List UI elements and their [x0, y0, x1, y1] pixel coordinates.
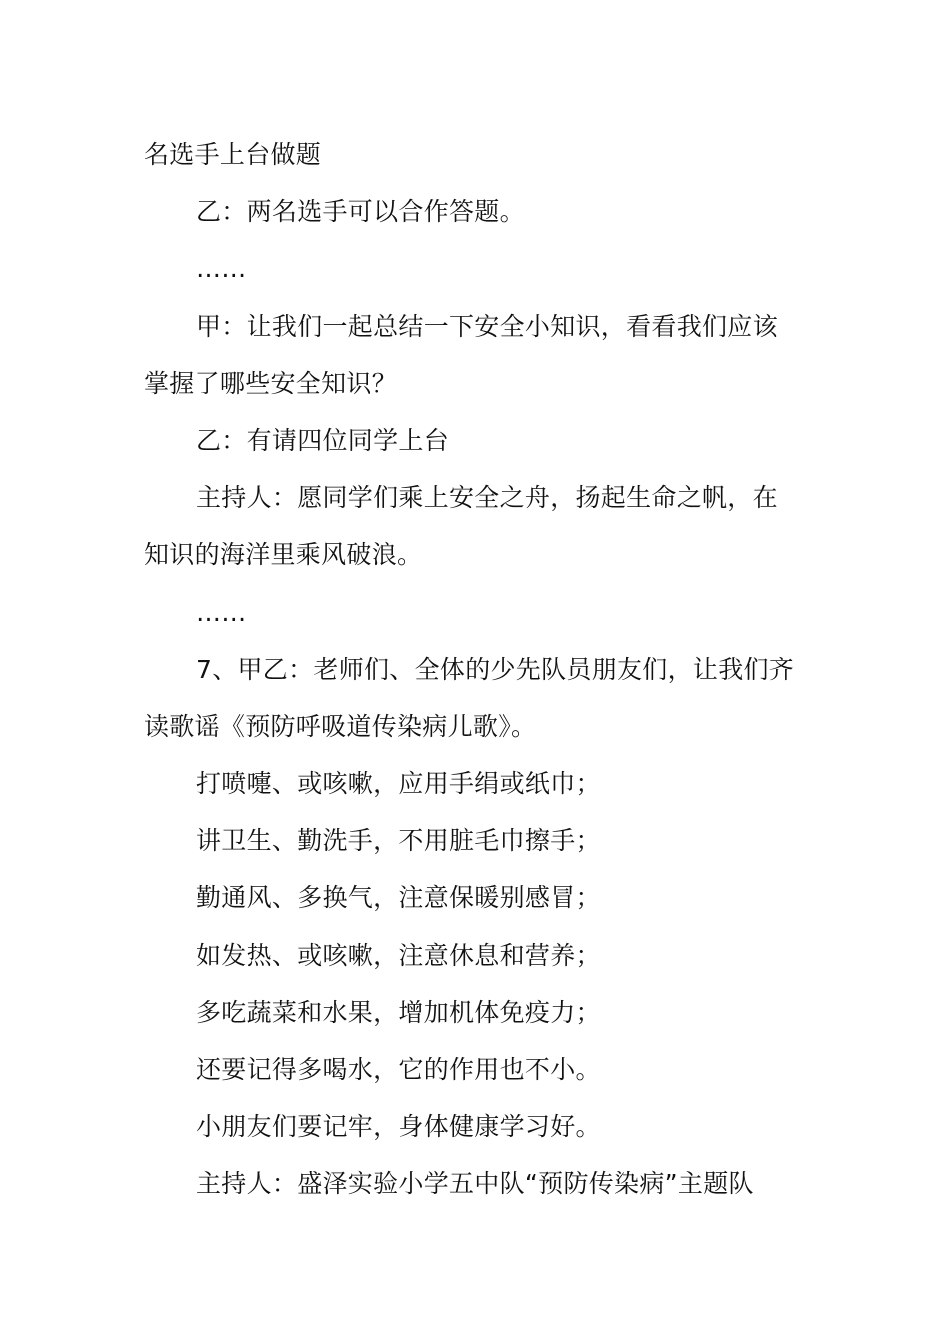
text-line: ……	[196, 254, 247, 284]
text-line: 主持人：盛泽实验小学五中队“预防传染病”主题队	[196, 1169, 754, 1199]
document-body	[144, 126, 810, 1213]
text-line: 掌握了哪些安全知识？	[144, 368, 398, 398]
text-line: 还要记得多喝水，它的作用也不小。	[196, 1055, 601, 1084]
text-line: 知识的海洋里乘风破浪。	[144, 540, 423, 570]
text-line: 勤通风、多换气，注意保暖别感冒；	[196, 883, 601, 913]
text-line: 多吃蔬菜和水果，增加机体免疫力；	[196, 997, 601, 1027]
text-line: 如发热、或咳嗽，注意休息和营养；	[196, 940, 601, 970]
text-line: 甲：让我们一起总结一下安全小知识，看看我们应该	[196, 311, 778, 341]
text-line: 讲卫生、勤洗手，不用脏毛巾擦手；	[196, 826, 601, 856]
text-line: 名选手上台做题	[144, 140, 322, 169]
text-line: 乙：有请四位同学上台	[196, 425, 450, 455]
text-line: 打喷嚏、或咳嗽，应用手绢或纸巾；	[196, 769, 601, 799]
text-line: 小朋友们要记牢，身体健康学习好。	[196, 1112, 601, 1142]
text-line: 7、甲乙：老师们、全体的少先队员朋友们，让我们齐	[196, 654, 795, 684]
text-line: ……	[196, 597, 247, 627]
text-line: 主持人：愿同学们乘上安全之舟，扬起生命之帆，在	[196, 483, 778, 513]
text-line: 读歌谣《预防呼吸道传染病儿歌》。	[144, 711, 537, 741]
text-line: 乙：两名选手可以合作答题。	[196, 197, 525, 227]
